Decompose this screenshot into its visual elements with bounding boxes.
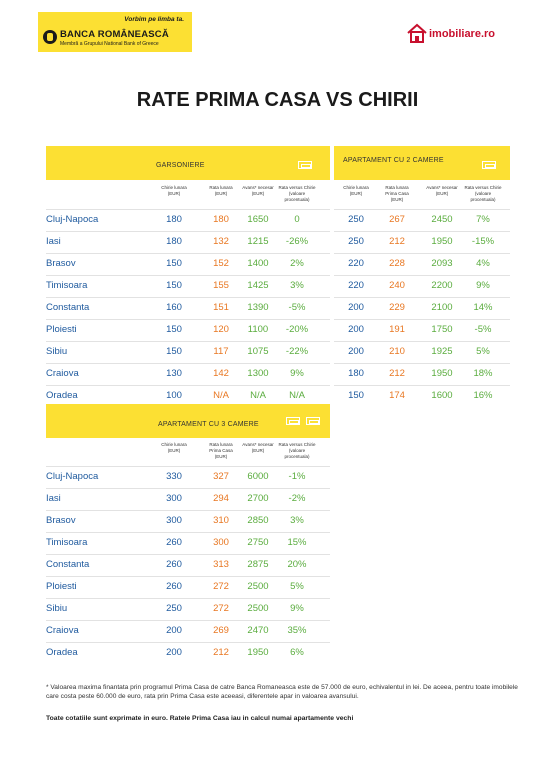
apt3-chirie-cell: 300 (166, 493, 182, 504)
apt2-diff-cell: 14% (473, 302, 493, 313)
garsoniere-diff-cell: N/A (289, 390, 305, 401)
apt3-avans-cell: 1950 (247, 647, 269, 658)
apt3-chirie-cell: 200 (166, 625, 182, 636)
city-name: Iasi (46, 236, 61, 247)
apt2-rata-cell: 229 (389, 302, 405, 313)
city-name: Timisoara (46, 280, 88, 291)
apartment-icon (286, 417, 300, 425)
city-name: Constanta (46, 302, 90, 313)
column-header: Rata versus Chirie (valoare procentuala) (464, 185, 502, 202)
garsoniere-rata-cell: 180 (213, 214, 229, 225)
apt2-rata-cell: 174 (389, 390, 405, 401)
city-name: Sibiu (46, 346, 68, 357)
garsoniere-header (46, 146, 330, 180)
garsoniere-diff-cell: 3% (290, 280, 304, 291)
apt3-rata-cell: 300 (213, 537, 229, 548)
apt3-rata-cell: 310 (213, 515, 229, 526)
apt2-avans-cell: 1950 (431, 236, 453, 247)
apt2-rata-cell: 210 (389, 346, 405, 357)
apartment-icon (306, 417, 320, 425)
apt3-rata-cell: 272 (213, 603, 229, 614)
apt3-diff-cell: 35% (287, 625, 307, 636)
column-header: Avans* necesar (EUR) (242, 442, 274, 453)
apt2-chirie-cell: 250 (348, 236, 364, 247)
garsoniere-avans-cell: 1650 (247, 214, 269, 225)
apt2-chirie-cell: 250 (348, 214, 364, 225)
garsoniere-diff-cell: -22% (285, 346, 309, 357)
bank-tagline: Vorbim pe limba ta. (124, 16, 184, 23)
city-name: Cluj-Napoca (46, 214, 99, 225)
apt3-chirie-cell: 260 (166, 581, 182, 592)
garsoniere-rata-cell: 132 (213, 236, 229, 247)
city-name: Ploiesti (46, 581, 77, 592)
apt2-avans-cell: 2093 (431, 258, 453, 269)
garsoniere-chirie-cell: 180 (166, 214, 182, 225)
city-name: Constanta (46, 559, 90, 570)
garsoniere-avans-cell: 1215 (247, 236, 269, 247)
column-header: Avans* necesar (EUR) (426, 185, 458, 196)
page-title: RATE PRIMA CASA VS CHIRII (136, 89, 419, 111)
top-bar (0, 0, 555, 62)
apt3-rata-cell: 272 (213, 581, 229, 592)
garsoniere-rata-cell: 117 (213, 346, 229, 357)
bank-subtitle: Membră a Grupului National Bank of Greece (60, 41, 159, 47)
apt3-header (46, 404, 330, 438)
column-header: Rata versus Chirie (valoare procentuala) (278, 185, 316, 202)
apt3-chirie-cell: 200 (166, 647, 182, 658)
garsoniere-diff-cell: -20% (285, 324, 309, 335)
apt2-rata-cell: 267 (389, 214, 405, 225)
house-icon (406, 22, 428, 44)
city-name: Oradea (46, 647, 78, 658)
apt2-diff-cell: 4% (476, 258, 490, 269)
garsoniere-avans-cell: 1390 (247, 302, 269, 313)
column-header: Chirie lunara (EUR) (161, 185, 187, 196)
apt2-chirie-cell: 220 (348, 280, 364, 291)
apt2-avans-cell: 1600 (431, 390, 453, 401)
apt2-avans-cell: 2100 (431, 302, 453, 313)
apt2-avans-cell: 1750 (431, 324, 453, 335)
apt2-chirie-cell: 180 (348, 368, 364, 379)
footnote: * Valoarea maxima finantata prin programul Prima Casa de catre Banca Romaneasca este de 57.000 de euro, echivalentul in lei. De aceea, pentru toate imobilele care costa peste 60.000 de euro, rata prin Prima Casa este aceeasi, diferentele apar in valoarea avansului. (46, 684, 518, 700)
apt2-chirie-cell: 220 (348, 258, 364, 269)
garsoniere-avans-cell: 1400 (247, 258, 269, 269)
city-name: Ploiesti (46, 324, 77, 335)
apartment-icon (298, 161, 312, 169)
garsoniere-avans-cell: N/A (250, 390, 266, 401)
column-header: Rata versus Chirie (valoare procentuala) (278, 442, 316, 459)
apt3-chirie-cell: 260 (166, 559, 182, 570)
city-name: Brasov (46, 515, 76, 526)
column-header: Rata lunara Prima Casa (EUR) (209, 442, 233, 459)
apt3-diff-cell: 5% (290, 581, 304, 592)
apt2-label: APARTAMENT CU 2 CAMERE (343, 157, 444, 164)
city-name: Craiova (46, 625, 79, 636)
apt2-avans-cell: 2450 (431, 214, 453, 225)
apt3-avans-cell: 2850 (247, 515, 269, 526)
apt3-diff-cell: -1% (288, 471, 306, 482)
apt3-diff-cell: 6% (290, 647, 304, 658)
apt2-diff-cell: 9% (476, 280, 490, 291)
garsoniere-diff-cell: 0 (294, 214, 300, 225)
garsoniere-diff-cell: 2% (290, 258, 304, 269)
garsoniere-chirie-cell: 150 (166, 346, 182, 357)
apt2-diff-cell: 18% (473, 368, 493, 379)
apt2-avans-cell: 2200 (431, 280, 453, 291)
apt2-diff-cell: 7% (476, 214, 490, 225)
apt2-chirie-cell: 150 (348, 390, 364, 401)
footer-note: Toate cotatiile sunt exprimate in euro. Ratele Prima Casa iau in calcul numai apartamente vechi (46, 715, 354, 722)
apt3-avans-cell: 2500 (247, 603, 269, 614)
garsoniere-chirie-cell: 100 (166, 390, 182, 401)
garsoniere-rata-cell: 142 (213, 368, 229, 379)
apt2-rata-cell: 191 (389, 324, 405, 335)
apt3-chirie-cell: 250 (166, 603, 182, 614)
apt3-avans-cell: 2500 (247, 581, 269, 592)
apt3-chirie-cell: 260 (166, 537, 182, 548)
city-name: Timisoara (46, 537, 88, 548)
apt2-avans-cell: 1925 (431, 346, 453, 357)
garsoniere-chirie-cell: 130 (166, 368, 182, 379)
column-header: Avans* necesar (EUR) (242, 185, 274, 196)
apt3-avans-cell: 6000 (247, 471, 269, 482)
garsoniere-diff-cell: -26% (285, 236, 309, 247)
garsoniere-chirie-cell: 180 (166, 236, 182, 247)
apt3-diff-cell: 15% (287, 537, 307, 548)
garsoniere-diff-cell: 9% (290, 368, 304, 379)
garsoniere-rata-cell: 120 (213, 324, 229, 335)
bank-name: BANCA ROMÂNEASCĂ (60, 29, 169, 40)
apt2-chirie-cell: 200 (348, 302, 364, 313)
garsoniere-avans-cell: 1100 (247, 324, 269, 335)
garsoniere-rata-cell: 152 (213, 258, 229, 269)
apt3-diff-cell: -2% (288, 493, 306, 504)
apt2-diff-cell: -15% (471, 236, 495, 247)
garsoniere-chirie-cell: 150 (166, 324, 182, 335)
apt3-avans-cell: 2470 (247, 625, 269, 636)
apt3-label: APARTAMENT CU 3 CAMERE (158, 421, 259, 428)
city-name: Craiova (46, 368, 79, 379)
column-header: Chirie lunara (EUR) (343, 185, 369, 196)
garsoniere-avans-cell: 1300 (247, 368, 269, 379)
apt2-rata-cell: 212 (389, 236, 405, 247)
apt2-chirie-cell: 200 (348, 324, 364, 335)
garsoniere-diff-cell: -5% (288, 302, 306, 313)
garsoniere-avans-cell: 1075 (247, 346, 269, 357)
apt2-header (334, 146, 510, 180)
apt2-avans-cell: 1950 (431, 368, 453, 379)
apt3-rata-cell: 212 (213, 647, 229, 658)
apt3-rata-cell: 313 (213, 559, 229, 570)
apt2-rata-cell: 240 (389, 280, 405, 291)
apt3-rata-cell: 327 (213, 471, 229, 482)
apt3-avans-cell: 2875 (247, 559, 269, 570)
apt3-avans-cell: 2750 (247, 537, 269, 548)
apartment-icon (482, 161, 496, 169)
garsoniere-chirie-cell: 150 (166, 280, 182, 291)
apt3-rata-cell: 269 (213, 625, 229, 636)
column-header: Chirie lunara (EUR) (161, 442, 187, 453)
city-name: Sibiu (46, 603, 68, 614)
partner-name: imobiliare.ro (429, 28, 496, 40)
apt3-diff-cell: 9% (290, 603, 304, 614)
apt2-rata-cell: 228 (389, 258, 405, 269)
apt2-diff-cell: -5% (474, 324, 492, 335)
imobiliare-logo[interactable] (406, 22, 524, 44)
column-header: Rata lunara (EUR) (209, 185, 233, 196)
apt3-diff-cell: 3% (290, 515, 304, 526)
apt2-rata-cell: 212 (389, 368, 405, 379)
apt2-chirie-cell: 200 (348, 346, 364, 357)
garsoniere-chirie-cell: 150 (166, 258, 182, 269)
apt2-diff-cell: 5% (476, 346, 490, 357)
apt3-avans-cell: 2700 (247, 493, 269, 504)
bank-emblem-icon (43, 30, 57, 44)
city-name: Iasi (46, 493, 61, 504)
apt3-diff-cell: 20% (287, 559, 307, 570)
garsoniere-rata-cell: N/A (213, 390, 229, 401)
garsoniere-rata-cell: 151 (213, 302, 229, 313)
garsoniere-avans-cell: 1425 (247, 280, 269, 291)
apt3-rata-cell: 294 (213, 493, 229, 504)
garsoniere-label: GARSONIERE (156, 162, 205, 169)
garsoniere-rata-cell: 155 (213, 280, 229, 291)
column-header: Rata lunara Prima Casa (EUR) (385, 185, 409, 202)
city-name: Brasov (46, 258, 76, 269)
city-name: Oradea (46, 390, 78, 401)
city-name: Cluj-Napoca (46, 471, 99, 482)
apt3-chirie-cell: 300 (166, 515, 182, 526)
garsoniere-chirie-cell: 160 (166, 302, 182, 313)
apt2-diff-cell: 16% (473, 390, 493, 401)
banca-romaneasca-logo[interactable] (38, 12, 192, 52)
apt3-chirie-cell: 330 (166, 471, 182, 482)
